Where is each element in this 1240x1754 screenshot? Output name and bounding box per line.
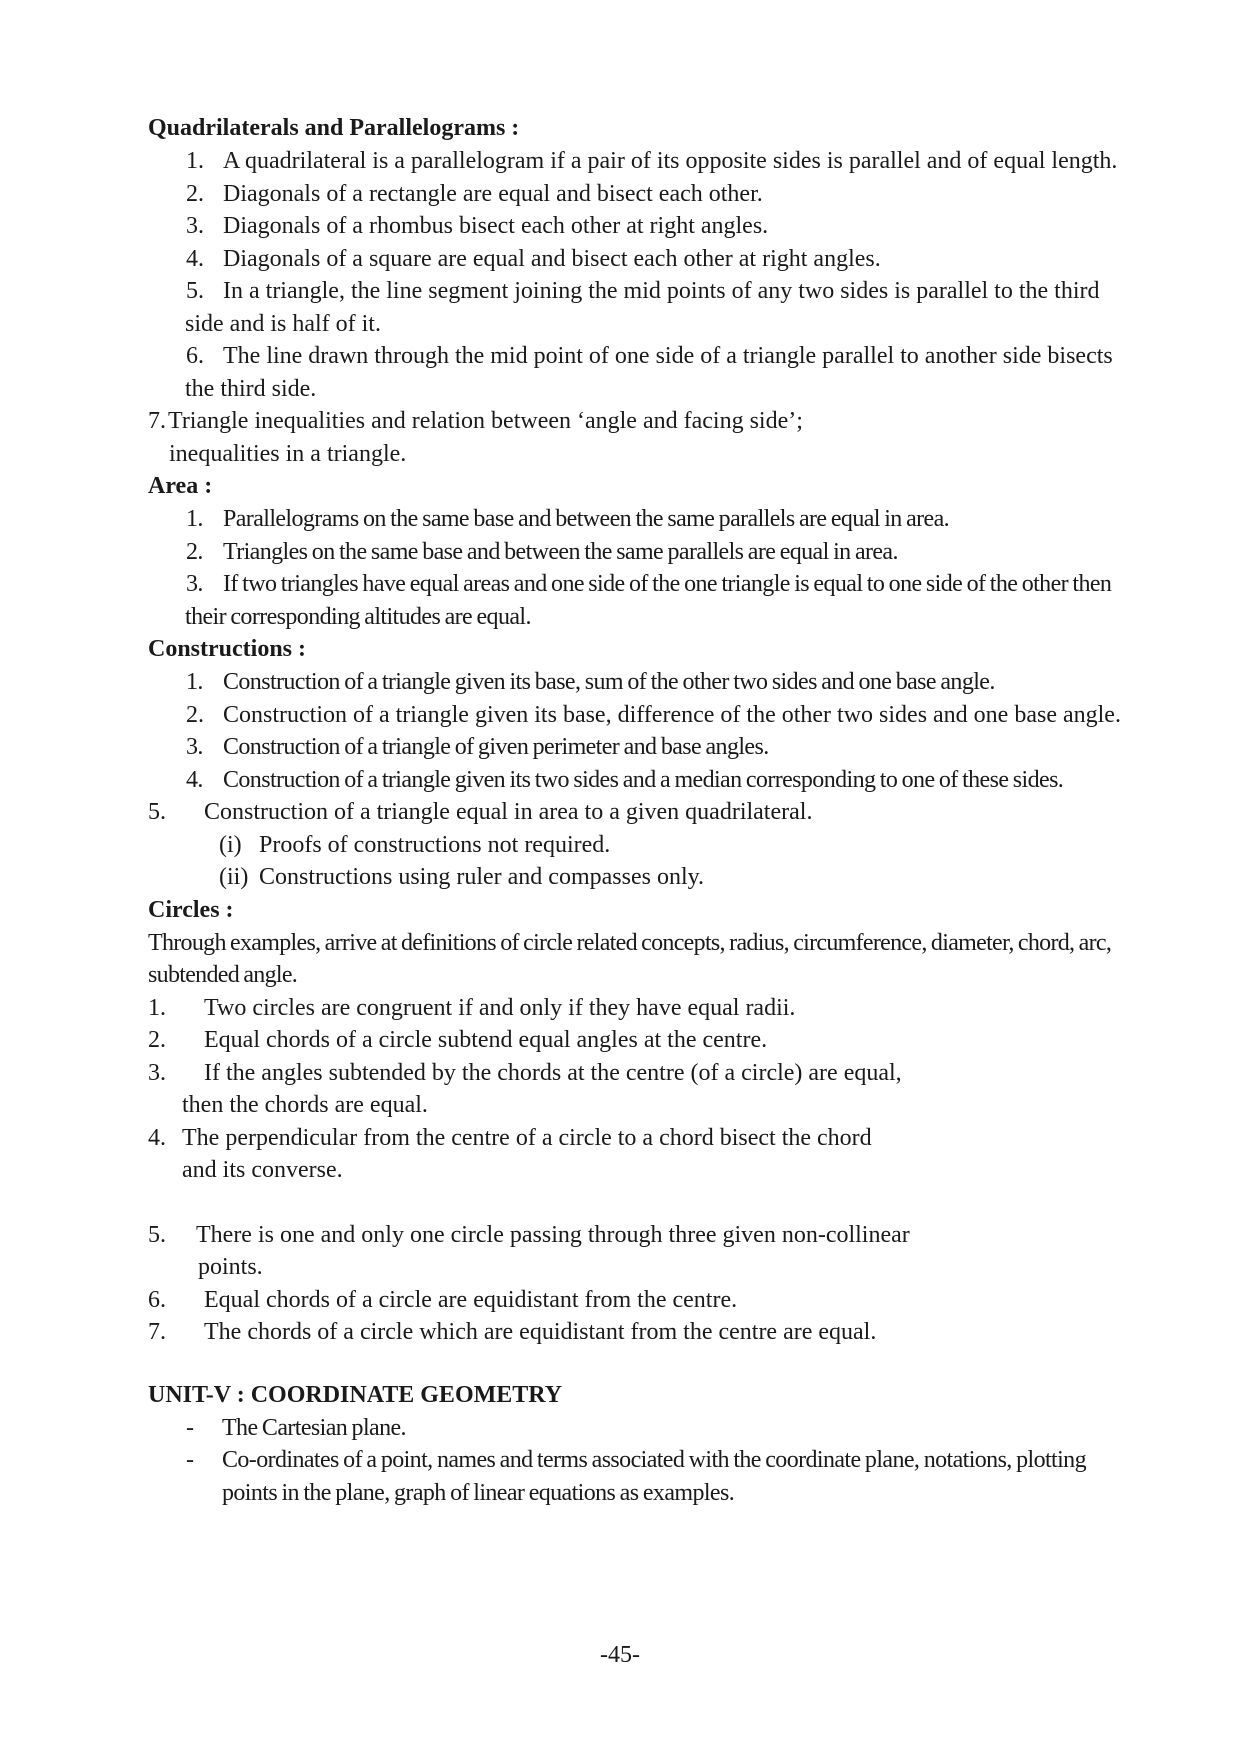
- spacer: [148, 1349, 1133, 1379]
- list-item-number: 4.: [186, 766, 203, 793]
- spacer: [148, 1187, 1133, 1219]
- list-item-number: 3.: [186, 213, 204, 239]
- list-item: [148, 1057, 1133, 1122]
- list-item-number: 1.: [148, 994, 166, 1021]
- sub-list-item-number: (ii): [219, 864, 249, 890]
- list-item-number: 2.: [186, 180, 204, 207]
- bullet-item: [148, 1412, 1133, 1445]
- list-item-text: Equal chords of a circle are equidistant from the centre.: [204, 1286, 738, 1313]
- dash-bullet: -: [186, 1447, 194, 1473]
- list-item-number: 7.: [148, 1319, 166, 1345]
- list-item: [148, 666, 1133, 699]
- list-item-number: 3.: [186, 571, 203, 597]
- list-item-number: 3.: [186, 734, 203, 760]
- list-item-text: Construction of a triangle given its two sides and a median corresponding to one of these sides.: [223, 766, 1064, 793]
- list-item: [148, 503, 1133, 536]
- sub-list-item-text: Constructions using ruler and compasses only.: [259, 864, 705, 890]
- list-item-number: 4.: [148, 1124, 166, 1151]
- section-heading-quadrilaterals: Quadrilaterals and Parallelograms :: [148, 115, 520, 141]
- list-item-text: Triangle inequalities and relation between ‘angle and facing side’;: [168, 408, 803, 434]
- list-item-text-continued: then the chords are equal.: [182, 1092, 428, 1118]
- list-item-number: 5.: [186, 278, 204, 304]
- list-item-text: Diagonals of a rectangle are equal and bisect each other.: [223, 180, 763, 207]
- list-item: [148, 1219, 1133, 1284]
- circles-intro-paragraph: Through examples, arrive at definitions of circle related concepts, radius, circumference, diameter, chord, arc, subtended angle.: [148, 929, 1112, 988]
- list-item-number: 6.: [186, 343, 204, 369]
- list-item-number: 5.: [148, 1221, 166, 1248]
- list-item-number: 6.: [148, 1286, 166, 1313]
- list-item: [148, 243, 1133, 276]
- dash-bullet: -: [186, 1414, 194, 1441]
- list-item: [148, 1284, 1133, 1317]
- list-item-text: Construction of a triangle given its base, difference of the other two sides and one base angle.: [223, 701, 1121, 728]
- list-item: [148, 992, 1133, 1025]
- list-item-text: Diagonals of a rhombus bisect each other at right angles.: [223, 213, 769, 239]
- list-item-number: 1.: [186, 669, 203, 695]
- list-item-number: 1.: [186, 506, 203, 532]
- list-item-number: 2.: [186, 538, 203, 565]
- section-heading-unit-v: UNIT-V : COORDINATE GEOMETRY: [148, 1381, 563, 1408]
- sub-list-item: [148, 829, 1133, 862]
- bullet-item-text: Co-ordinates of a point, names and terms associated with the coordinate plane, notations, plotting points in the plane, graph of linear equations as examples.: [222, 1447, 1086, 1506]
- list-item-text-continued: points.: [198, 1254, 263, 1280]
- list-item-text: In a triangle, the line segment joining the mid points of any two sides is parallel to the third side and is half of it.: [185, 278, 1100, 337]
- list-item: [148, 1122, 1133, 1187]
- list-item: [148, 178, 1133, 211]
- list-item-text: The line drawn through the mid point of one side of a triangle parallel to another side bisects the third side.: [185, 343, 1113, 402]
- sub-list-item-number: (i): [219, 831, 242, 858]
- list-item: [148, 275, 1133, 340]
- list-item-text: If two triangles have equal areas and one side of the one triangle is equal to one side of the other then their corresponding altitudes are equal.: [185, 571, 1112, 630]
- sub-list-item: [148, 861, 1133, 894]
- list-item-number: 2.: [148, 1027, 166, 1053]
- list-item-text: A quadrilateral is a parallelogram if a pair of its opposite sides is parallel and of equal length.: [223, 148, 1118, 174]
- list-item-text: Construction of a triangle equal in area to a given quadrilateral.: [204, 799, 813, 825]
- list-item-text: The chords of a circle which are equidistant from the centre are equal.: [204, 1319, 877, 1345]
- list-item: [148, 210, 1133, 243]
- list-item-number: 7.: [148, 408, 166, 434]
- list-item: [148, 340, 1133, 405]
- list-item-text: Triangles on the same base and between the same parallels are equal in area.: [223, 538, 898, 565]
- list-item-number: 2.: [186, 701, 204, 728]
- list-item: [148, 568, 1133, 633]
- section-heading-area: Area :: [148, 473, 213, 499]
- list-item: [148, 536, 1133, 569]
- list-item: [148, 1316, 1133, 1349]
- document-page: [148, 112, 1133, 1509]
- list-item-text: Parallelograms on the same base and between the same parallels are equal in area.: [223, 506, 950, 532]
- list-item: [148, 145, 1133, 178]
- list-item-text: Two circles are congruent if and only if they have equal radii.: [204, 994, 796, 1021]
- list-item-text: The perpendicular from the centre of a circle to a chord bisect the chord: [182, 1124, 872, 1151]
- list-item: [148, 731, 1133, 764]
- list-item-text: Diagonals of a square are equal and bisect each other at right angles.: [223, 245, 881, 272]
- list-item: [148, 764, 1133, 797]
- list-item: [148, 1024, 1133, 1057]
- page-number: -45-: [600, 1642, 640, 1668]
- section-heading-circles: Circles :: [148, 896, 234, 923]
- bullet-item-text: The Cartesian plane.: [222, 1414, 406, 1441]
- section-heading-constructions: Constructions :: [148, 636, 307, 662]
- list-item-number: 5.: [148, 799, 166, 825]
- list-item-text-continued: and its converse.: [182, 1157, 343, 1183]
- list-item: [148, 699, 1133, 732]
- list-item: [148, 405, 1133, 470]
- list-item-text: Construction of a triangle given its base, sum of the other two sides and one base angle.: [223, 669, 995, 695]
- list-item-text: There is one and only one circle passing through three given non-collinear: [196, 1221, 910, 1248]
- bullet-item: [148, 1444, 1133, 1509]
- list-item-text: Equal chords of a circle subtend equal angles at the centre.: [204, 1027, 768, 1053]
- list-item-text: Construction of a triangle of given perimeter and base angles.: [223, 734, 769, 760]
- list-item-number: 1.: [186, 148, 204, 174]
- list-item-text-continued: inequalities in a triangle.: [169, 440, 407, 467]
- list-item-text: If the angles subtended by the chords at the centre (of a circle) are equal,: [204, 1059, 902, 1086]
- sub-list-item-text: Proofs of constructions not required.: [259, 831, 611, 858]
- list-item-number: 4.: [186, 245, 204, 272]
- list-item-number: 3.: [148, 1059, 166, 1086]
- list-item: [148, 796, 1133, 829]
